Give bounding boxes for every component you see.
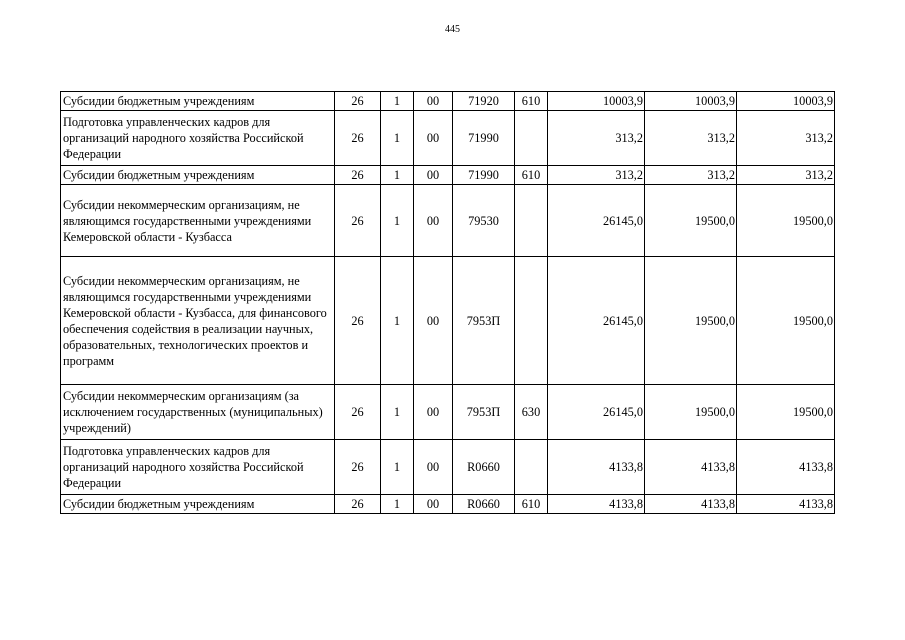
cell-c4: R0660 xyxy=(453,440,515,495)
cell-name: Субсидии некоммерческим организациям (за исключением государственных (муниципальных) учреждений) xyxy=(61,385,335,440)
cell-c5: 610 xyxy=(515,495,548,514)
cell-v2: 19500,0 xyxy=(645,185,737,257)
cell-v2: 19500,0 xyxy=(645,385,737,440)
table-row xyxy=(61,440,835,495)
table-row xyxy=(61,385,835,440)
cell-name: Субсидии некоммерческим организациям, не являющимся государственными учреждениями Кемеровской области - Кузбасса xyxy=(61,185,335,257)
page-number: 445 xyxy=(445,24,460,35)
cell-c1: 26 xyxy=(335,495,381,514)
cell-c2: 1 xyxy=(381,166,414,185)
cell-c5 xyxy=(515,257,548,385)
table-row xyxy=(61,185,835,257)
cell-c1: 26 xyxy=(335,257,381,385)
cell-v3: 4133,8 xyxy=(737,495,835,514)
cell-v3: 313,2 xyxy=(737,166,835,185)
cell-v1: 26145,0 xyxy=(548,185,645,257)
cell-c2: 1 xyxy=(381,385,414,440)
cell-c3: 00 xyxy=(414,495,453,514)
table-row xyxy=(61,111,835,166)
cell-c4: 79530 xyxy=(453,185,515,257)
cell-c3: 00 xyxy=(414,440,453,495)
cell-name: Подготовка управленческих кадров для организаций народного хозяйства Российской Федерации xyxy=(61,111,335,166)
cell-v1: 4133,8 xyxy=(548,495,645,514)
cell-c4: 71920 xyxy=(453,92,515,111)
cell-c4: 71990 xyxy=(453,166,515,185)
cell-c2: 1 xyxy=(381,440,414,495)
cell-name: Субсидии некоммерческим организациям, не являющимся государственными учреждениями Кемеровской области - Кузбасса, для финансового обеспечения содействия в реализации научных, образовательных, технологических проектов и программ xyxy=(61,257,335,385)
cell-name: Субсидии бюджетным учреждениям xyxy=(61,495,335,514)
cell-c1: 26 xyxy=(335,385,381,440)
cell-v1: 26145,0 xyxy=(548,257,645,385)
cell-c3: 00 xyxy=(414,185,453,257)
cell-c4: 7953П xyxy=(453,257,515,385)
table-row xyxy=(61,495,835,514)
cell-v2: 4133,8 xyxy=(645,495,737,514)
table-row xyxy=(61,92,835,111)
cell-v3: 10003,9 xyxy=(737,92,835,111)
cell-c5 xyxy=(515,185,548,257)
cell-name: Субсидии бюджетным учреждениям xyxy=(61,92,335,111)
cell-v3: 19500,0 xyxy=(737,257,835,385)
cell-v1: 313,2 xyxy=(548,166,645,185)
cell-v3: 4133,8 xyxy=(737,440,835,495)
table-row xyxy=(61,166,835,185)
cell-v2: 19500,0 xyxy=(645,257,737,385)
cell-c4: R0660 xyxy=(453,495,515,514)
cell-v1: 4133,8 xyxy=(548,440,645,495)
cell-c2: 1 xyxy=(381,92,414,111)
cell-c1: 26 xyxy=(335,185,381,257)
table-row xyxy=(61,257,835,385)
cell-name: Подготовка управленческих кадров для организаций народного хозяйства Российской Федерации xyxy=(61,440,335,495)
cell-v2: 10003,9 xyxy=(645,92,737,111)
cell-v3: 313,2 xyxy=(737,111,835,166)
cell-c3: 00 xyxy=(414,257,453,385)
cell-c2: 1 xyxy=(381,257,414,385)
cell-v1: 10003,9 xyxy=(548,92,645,111)
cell-v2: 313,2 xyxy=(645,166,737,185)
cell-c3: 00 xyxy=(414,111,453,166)
table-body xyxy=(61,92,835,514)
cell-v2: 313,2 xyxy=(645,111,737,166)
cell-c2: 1 xyxy=(381,111,414,166)
cell-c4: 7953П xyxy=(453,385,515,440)
cell-c2: 1 xyxy=(381,495,414,514)
cell-c5: 630 xyxy=(515,385,548,440)
cell-c5: 610 xyxy=(515,92,548,111)
cell-c3: 00 xyxy=(414,166,453,185)
cell-c3: 00 xyxy=(414,385,453,440)
cell-c4: 71990 xyxy=(453,111,515,166)
cell-c3: 00 xyxy=(414,92,453,111)
cell-name: Субсидии бюджетным учреждениям xyxy=(61,166,335,185)
cell-c5: 610 xyxy=(515,166,548,185)
cell-v1: 313,2 xyxy=(548,111,645,166)
cell-c1: 26 xyxy=(335,92,381,111)
cell-v2: 4133,8 xyxy=(645,440,737,495)
cell-c1: 26 xyxy=(335,111,381,166)
cell-c5 xyxy=(515,111,548,166)
cell-c5 xyxy=(515,440,548,495)
cell-c1: 26 xyxy=(335,166,381,185)
budget-table xyxy=(60,91,835,514)
cell-v3: 19500,0 xyxy=(737,385,835,440)
cell-c2: 1 xyxy=(381,185,414,257)
cell-c1: 26 xyxy=(335,440,381,495)
cell-v3: 19500,0 xyxy=(737,185,835,257)
cell-v1: 26145,0 xyxy=(548,385,645,440)
